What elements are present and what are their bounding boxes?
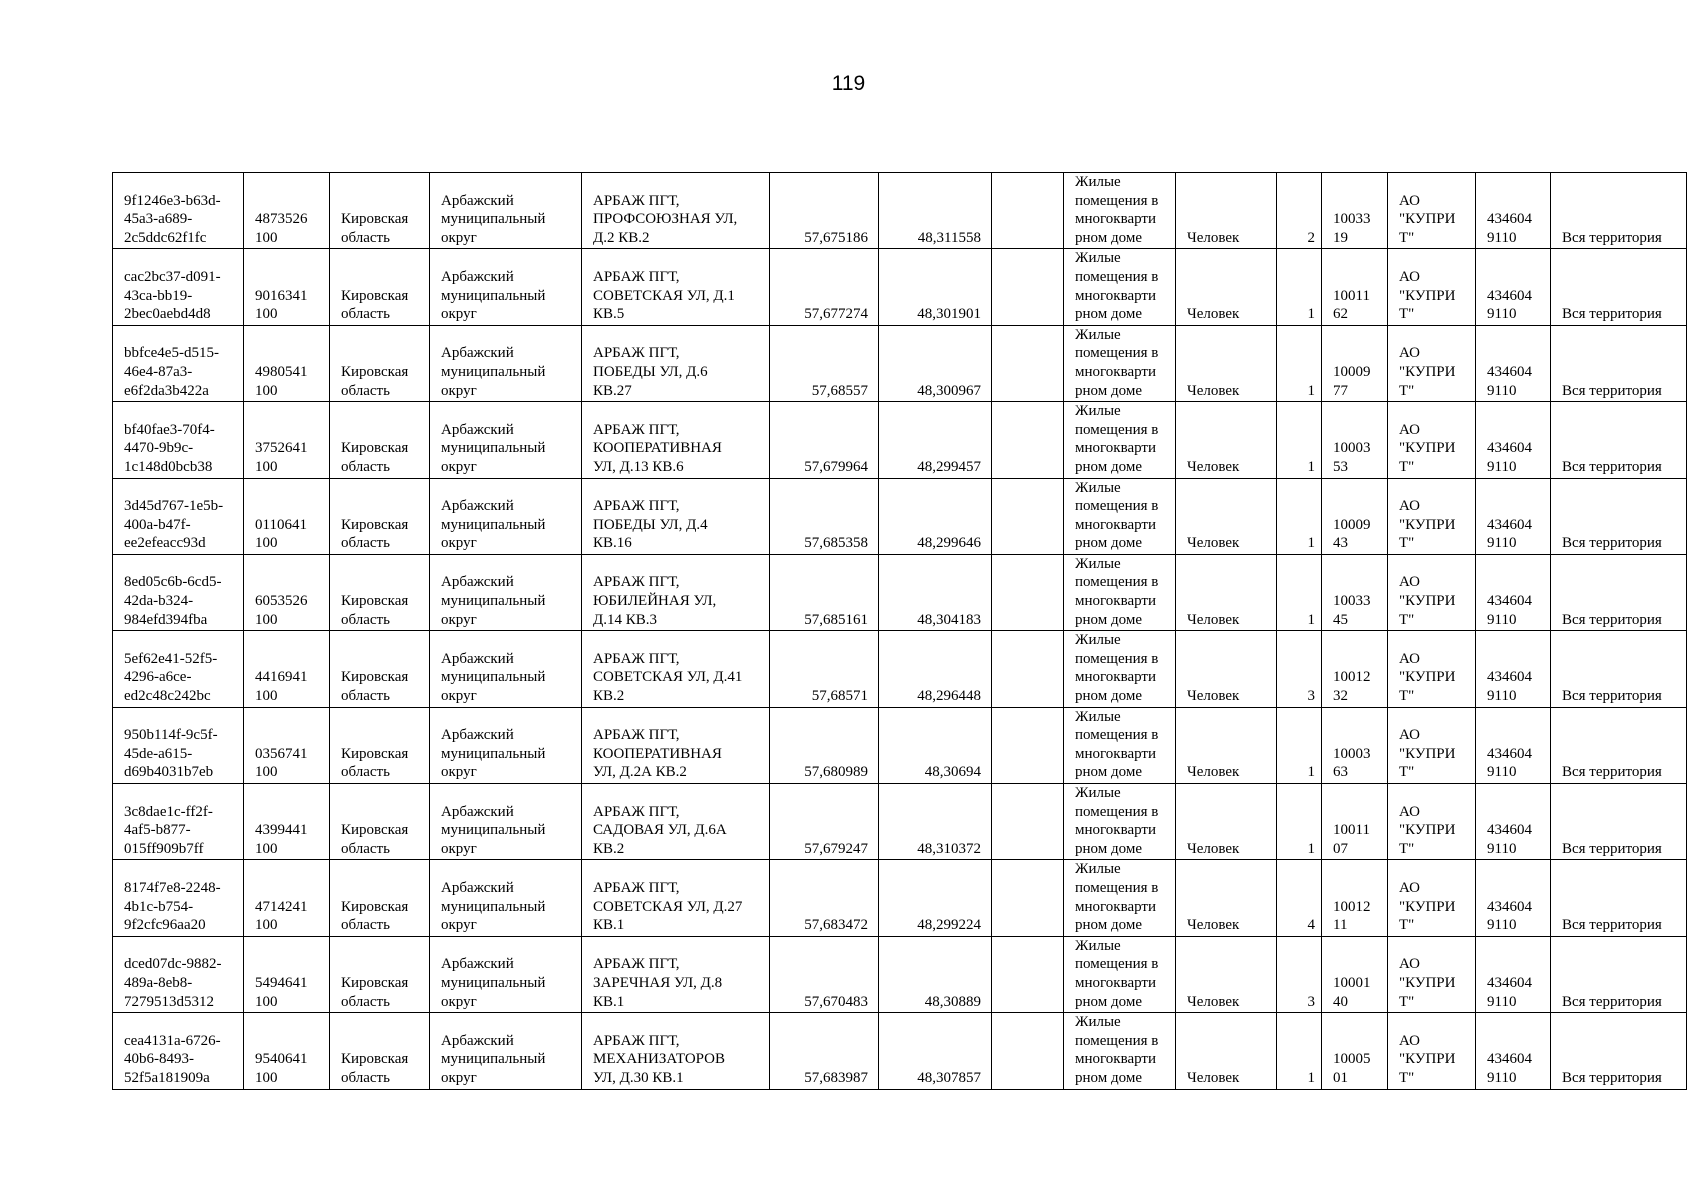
empty-cell <box>992 325 1064 401</box>
object-code-cell: 4873526 100 <box>244 173 330 249</box>
account-number-cell: 10003 53 <box>1322 402 1388 478</box>
longitude-cell: 48,30694 <box>879 707 992 783</box>
inn-cell: 434604 9110 <box>1476 325 1551 401</box>
latitude-cell: 57,680989 <box>770 707 879 783</box>
operator-company-cell: АО "КУПРИ Т" <box>1388 325 1476 401</box>
latitude-cell: 57,68571 <box>770 631 879 707</box>
address-cell: АРБАЖ ПГТ, СОВЕТСКАЯ УЛ, Д.41 КВ.2 <box>582 631 770 707</box>
table-row <box>113 631 1687 707</box>
address-cell: АРБАЖ ПГТ, ПРОФСОЮЗНАЯ УЛ, Д.2 КВ.2 <box>582 173 770 249</box>
territory-cell: Вся территория <box>1551 402 1687 478</box>
building-type-cell: Жилые помещения в многокварти рном доме <box>1064 325 1176 401</box>
account-number-cell: 10033 19 <box>1322 173 1388 249</box>
unit-cell: Человек <box>1176 402 1277 478</box>
longitude-cell: 48,311558 <box>879 173 992 249</box>
operator-company-cell: АО "КУПРИ Т" <box>1388 1013 1476 1089</box>
region-cell: Кировская область <box>330 249 430 325</box>
account-number-cell: 10009 43 <box>1322 478 1388 554</box>
district-cell: Арбажский муниципальный округ <box>430 631 582 707</box>
account-number-cell: 10005 01 <box>1322 1013 1388 1089</box>
inn-cell: 434604 9110 <box>1476 173 1551 249</box>
latitude-cell: 57,683987 <box>770 1013 879 1089</box>
empty-cell <box>992 402 1064 478</box>
latitude-cell: 57,685161 <box>770 554 879 630</box>
address-cell: АРБАЖ ПГТ, СОВЕТСКАЯ УЛ, Д.1 КВ.5 <box>582 249 770 325</box>
building-type-cell: Жилые помещения в многокварти рном доме <box>1064 1013 1176 1089</box>
resident-count-cell: 1 <box>1277 249 1322 325</box>
region-cell: Кировская область <box>330 478 430 554</box>
building-type-cell: Жилые помещения в многокварти рном доме <box>1064 631 1176 707</box>
inn-cell: 434604 9110 <box>1476 478 1551 554</box>
region-cell: Кировская область <box>330 784 430 860</box>
empty-cell <box>992 249 1064 325</box>
district-cell: Арбажский муниципальный округ <box>430 402 582 478</box>
record-id-cell: 3d45d767-1e5b- 400a-b47f- ee2efeacc93d <box>113 478 244 554</box>
operator-company-cell: АО "КУПРИ Т" <box>1388 631 1476 707</box>
empty-cell <box>992 860 1064 936</box>
unit-cell: Человек <box>1176 325 1277 401</box>
object-code-cell: 3752641 100 <box>244 402 330 478</box>
register-body <box>113 173 1687 1090</box>
empty-cell <box>992 478 1064 554</box>
unit-cell: Человек <box>1176 860 1277 936</box>
address-cell: АРБАЖ ПГТ, ЮБИЛЕЙНАЯ УЛ, Д.14 КВ.3 <box>582 554 770 630</box>
region-cell: Кировская область <box>330 1013 430 1089</box>
object-code-cell: 0356741 100 <box>244 707 330 783</box>
account-number-cell: 10009 77 <box>1322 325 1388 401</box>
inn-cell: 434604 9110 <box>1476 249 1551 325</box>
latitude-cell: 57,683472 <box>770 860 879 936</box>
object-code-cell: 0110641 100 <box>244 478 330 554</box>
record-id-cell: 950b114f-9c5f- 45de-a615- d69b4031b7eb <box>113 707 244 783</box>
longitude-cell: 48,30889 <box>879 936 992 1012</box>
latitude-cell: 57,675186 <box>770 173 879 249</box>
empty-cell <box>992 631 1064 707</box>
latitude-cell: 57,68557 <box>770 325 879 401</box>
empty-cell <box>992 936 1064 1012</box>
region-cell: Кировская область <box>330 936 430 1012</box>
building-type-cell: Жилые помещения в многокварти рном доме <box>1064 402 1176 478</box>
territory-cell: Вся территория <box>1551 554 1687 630</box>
record-id-cell: cea4131a-6726- 40b6-8493- 52f5a181909a <box>113 1013 244 1089</box>
longitude-cell: 48,301901 <box>879 249 992 325</box>
unit-cell: Человек <box>1176 478 1277 554</box>
resident-count-cell: 2 <box>1277 173 1322 249</box>
table-row <box>113 249 1687 325</box>
operator-company-cell: АО "КУПРИ Т" <box>1388 478 1476 554</box>
resident-count-cell: 3 <box>1277 936 1322 1012</box>
building-type-cell: Жилые помещения в многокварти рном доме <box>1064 478 1176 554</box>
object-code-cell: 4714241 100 <box>244 860 330 936</box>
account-number-cell: 10001 40 <box>1322 936 1388 1012</box>
building-type-cell: Жилые помещения в многокварти рном доме <box>1064 784 1176 860</box>
building-type-cell: Жилые помещения в многокварти рном доме <box>1064 554 1176 630</box>
district-cell: Арбажский муниципальный округ <box>430 478 582 554</box>
longitude-cell: 48,307857 <box>879 1013 992 1089</box>
longitude-cell: 48,299457 <box>879 402 992 478</box>
account-number-cell: 10033 45 <box>1322 554 1388 630</box>
longitude-cell: 48,299224 <box>879 860 992 936</box>
district-cell: Арбажский муниципальный округ <box>430 707 582 783</box>
unit-cell: Человек <box>1176 554 1277 630</box>
object-code-cell: 5494641 100 <box>244 936 330 1012</box>
district-cell: Арбажский муниципальный округ <box>430 249 582 325</box>
unit-cell: Человек <box>1176 249 1277 325</box>
operator-company-cell: АО "КУПРИ Т" <box>1388 402 1476 478</box>
register-table <box>112 172 1687 1090</box>
longitude-cell: 48,304183 <box>879 554 992 630</box>
address-cell: АРБАЖ ПГТ, СОВЕТСКАЯ УЛ, Д.27 КВ.1 <box>582 860 770 936</box>
empty-cell <box>992 784 1064 860</box>
territory-cell: Вся территория <box>1551 707 1687 783</box>
empty-cell <box>992 173 1064 249</box>
unit-cell: Человек <box>1176 784 1277 860</box>
territory-cell: Вся территория <box>1551 325 1687 401</box>
unit-cell: Человек <box>1176 936 1277 1012</box>
operator-company-cell: АО "КУПРИ Т" <box>1388 249 1476 325</box>
resident-count-cell: 1 <box>1277 1013 1322 1089</box>
operator-company-cell: АО "КУПРИ Т" <box>1388 554 1476 630</box>
record-id-cell: cac2bc37-d091- 43ca-bb19- 2bec0aebd4d8 <box>113 249 244 325</box>
district-cell: Арбажский муниципальный округ <box>430 936 582 1012</box>
region-cell: Кировская область <box>330 402 430 478</box>
table-row <box>113 784 1687 860</box>
region-cell: Кировская область <box>330 554 430 630</box>
empty-cell <box>992 1013 1064 1089</box>
building-type-cell: Жилые помещения в многокварти рном доме <box>1064 936 1176 1012</box>
region-cell: Кировская область <box>330 173 430 249</box>
longitude-cell: 48,296448 <box>879 631 992 707</box>
record-id-cell: 8ed05c6b-6cd5- 42da-b324- 984efd394fba <box>113 554 244 630</box>
address-cell: АРБАЖ ПГТ, КООПЕРАТИВНАЯ УЛ, Д.13 КВ.6 <box>582 402 770 478</box>
object-code-cell: 4980541 100 <box>244 325 330 401</box>
inn-cell: 434604 9110 <box>1476 860 1551 936</box>
table-row <box>113 478 1687 554</box>
address-cell: АРБАЖ ПГТ, МЕХАНИЗАТОРОВ УЛ, Д.30 КВ.1 <box>582 1013 770 1089</box>
district-cell: Арбажский муниципальный округ <box>430 784 582 860</box>
territory-cell: Вся территория <box>1551 1013 1687 1089</box>
longitude-cell: 48,310372 <box>879 784 992 860</box>
region-cell: Кировская область <box>330 707 430 783</box>
unit-cell: Человек <box>1176 173 1277 249</box>
building-type-cell: Жилые помещения в многокварти рном доме <box>1064 249 1176 325</box>
table-row <box>113 1013 1687 1089</box>
region-cell: Кировская область <box>330 860 430 936</box>
resident-count-cell: 1 <box>1277 784 1322 860</box>
territory-cell: Вся территория <box>1551 860 1687 936</box>
resident-count-cell: 3 <box>1277 631 1322 707</box>
latitude-cell: 57,679964 <box>770 402 879 478</box>
unit-cell: Человек <box>1176 707 1277 783</box>
account-number-cell: 10011 62 <box>1322 249 1388 325</box>
latitude-cell: 57,677274 <box>770 249 879 325</box>
operator-company-cell: АО "КУПРИ Т" <box>1388 860 1476 936</box>
unit-cell: Человек <box>1176 631 1277 707</box>
address-cell: АРБАЖ ПГТ, КООПЕРАТИВНАЯ УЛ, Д.2А КВ.2 <box>582 707 770 783</box>
account-number-cell: 10012 11 <box>1322 860 1388 936</box>
inn-cell: 434604 9110 <box>1476 631 1551 707</box>
operator-company-cell: АО "КУПРИ Т" <box>1388 936 1476 1012</box>
territory-cell: Вся территория <box>1551 631 1687 707</box>
building-type-cell: Жилые помещения в многокварти рном доме <box>1064 860 1176 936</box>
table-row <box>113 402 1687 478</box>
latitude-cell: 57,679247 <box>770 784 879 860</box>
building-type-cell: Жилые помещения в многокварти рном доме <box>1064 173 1176 249</box>
unit-cell: Человек <box>1176 1013 1277 1089</box>
record-id-cell: 8174f7e8-2248- 4b1c-b754- 9f2cfc96aa20 <box>113 860 244 936</box>
district-cell: Арбажский муниципальный округ <box>430 325 582 401</box>
territory-cell: Вся территория <box>1551 249 1687 325</box>
resident-count-cell: 1 <box>1277 707 1322 783</box>
record-id-cell: 5ef62e41-52f5- 4296-a6ce- ed2c48c242bc <box>113 631 244 707</box>
resident-count-cell: 1 <box>1277 325 1322 401</box>
territory-cell: Вся территория <box>1551 173 1687 249</box>
resident-count-cell: 4 <box>1277 860 1322 936</box>
empty-cell <box>992 707 1064 783</box>
latitude-cell: 57,670483 <box>770 936 879 1012</box>
region-cell: Кировская область <box>330 325 430 401</box>
table-row <box>113 860 1687 936</box>
region-cell: Кировская область <box>330 631 430 707</box>
record-id-cell: dced07dc-9882- 489a-8eb8- 7279513d5312 <box>113 936 244 1012</box>
inn-cell: 434604 9110 <box>1476 1013 1551 1089</box>
record-id-cell: bf40fae3-70f4- 4470-9b9c- 1c148d0bcb38 <box>113 402 244 478</box>
account-number-cell: 10011 07 <box>1322 784 1388 860</box>
object-code-cell: 4399441 100 <box>244 784 330 860</box>
district-cell: Арбажский муниципальный округ <box>430 1013 582 1089</box>
resident-count-cell: 1 <box>1277 402 1322 478</box>
record-id-cell: bbfce4e5-d515- 46e4-87a3- e6f2da3b422a <box>113 325 244 401</box>
building-type-cell: Жилые помещения в многокварти рном доме <box>1064 707 1176 783</box>
inn-cell: 434604 9110 <box>1476 936 1551 1012</box>
address-cell: АРБАЖ ПГТ, ПОБЕДЫ УЛ, Д.4 КВ.16 <box>582 478 770 554</box>
table-row <box>113 554 1687 630</box>
table-row <box>113 707 1687 783</box>
record-id-cell: 3c8dae1c-ff2f- 4af5-b877- 015ff909b7ff <box>113 784 244 860</box>
address-cell: АРБАЖ ПГТ, САДОВАЯ УЛ, Д.6А КВ.2 <box>582 784 770 860</box>
account-number-cell: 10012 32 <box>1322 631 1388 707</box>
operator-company-cell: АО "КУПРИ Т" <box>1388 784 1476 860</box>
inn-cell: 434604 9110 <box>1476 554 1551 630</box>
object-code-cell: 9016341 100 <box>244 249 330 325</box>
object-code-cell: 4416941 100 <box>244 631 330 707</box>
district-cell: Арбажский муниципальный округ <box>430 860 582 936</box>
object-code-cell: 9540641 100 <box>244 1013 330 1089</box>
territory-cell: Вся территория <box>1551 936 1687 1012</box>
longitude-cell: 48,300967 <box>879 325 992 401</box>
resident-count-cell: 1 <box>1277 554 1322 630</box>
inn-cell: 434604 9110 <box>1476 784 1551 860</box>
inn-cell: 434604 9110 <box>1476 402 1551 478</box>
district-cell: Арбажский муниципальный округ <box>430 554 582 630</box>
district-cell: Арбажский муниципальный округ <box>430 173 582 249</box>
table-row <box>113 936 1687 1012</box>
address-cell: АРБАЖ ПГТ, ПОБЕДЫ УЛ, Д.6 КВ.27 <box>582 325 770 401</box>
territory-cell: Вся территория <box>1551 784 1687 860</box>
empty-cell <box>992 554 1064 630</box>
page-number: 119 <box>831 72 866 95</box>
address-cell: АРБАЖ ПГТ, ЗАРЕЧНАЯ УЛ, Д.8 КВ.1 <box>582 936 770 1012</box>
operator-company-cell: АО "КУПРИ Т" <box>1388 173 1476 249</box>
account-number-cell: 10003 63 <box>1322 707 1388 783</box>
resident-count-cell: 1 <box>1277 478 1322 554</box>
inn-cell: 434604 9110 <box>1476 707 1551 783</box>
record-id-cell: 9f1246e3-b63d- 45a3-a689- 2c5ddc62f1fc <box>113 173 244 249</box>
object-code-cell: 6053526 100 <box>244 554 330 630</box>
longitude-cell: 48,299646 <box>879 478 992 554</box>
table-row <box>113 325 1687 401</box>
latitude-cell: 57,685358 <box>770 478 879 554</box>
operator-company-cell: АО "КУПРИ Т" <box>1388 707 1476 783</box>
table-row <box>113 173 1687 249</box>
territory-cell: Вся территория <box>1551 478 1687 554</box>
